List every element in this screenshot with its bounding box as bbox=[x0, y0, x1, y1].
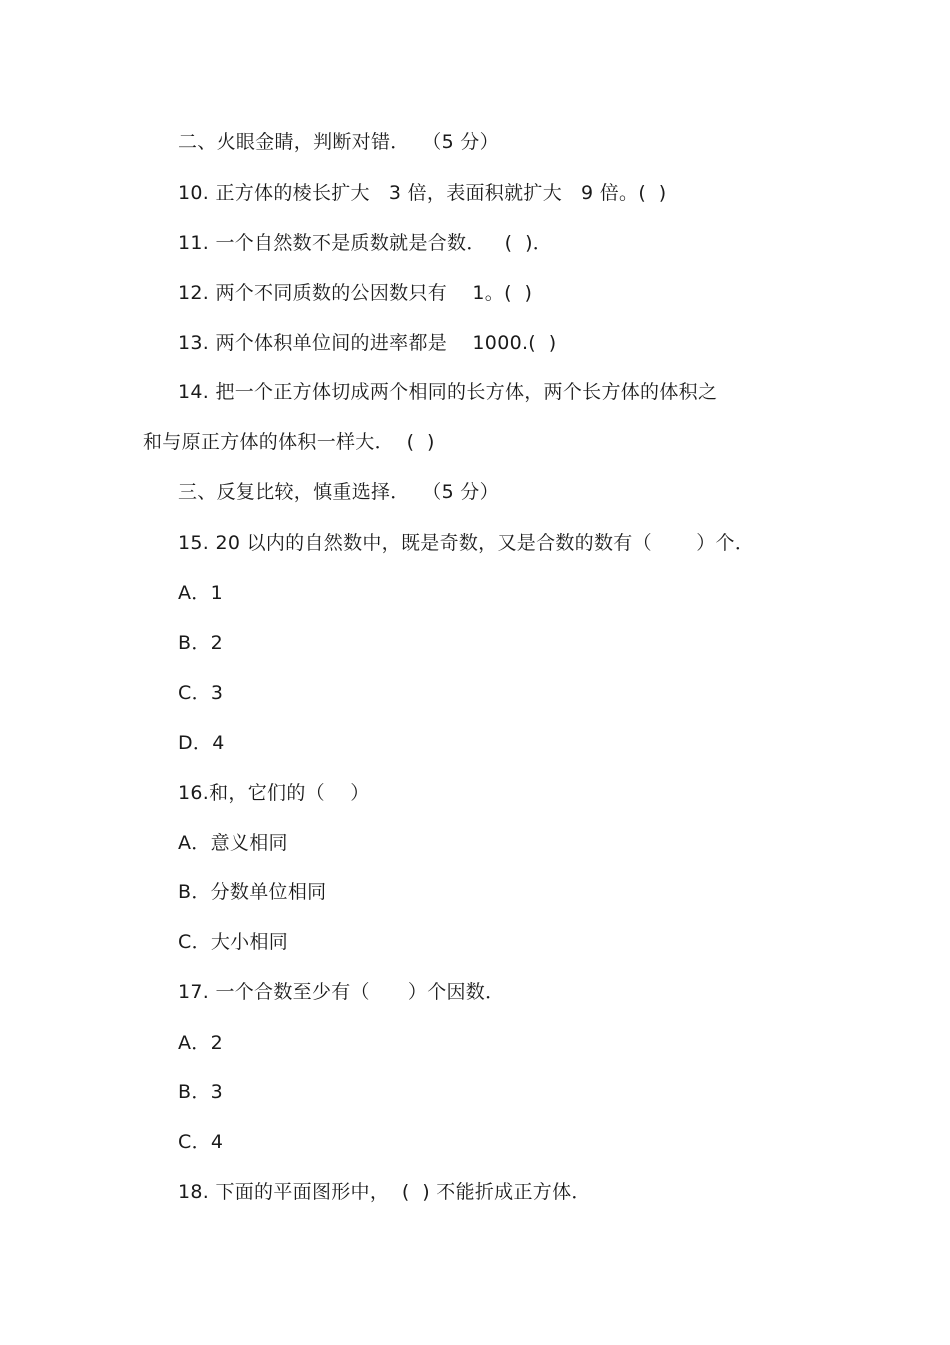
question-10: 10. 正方体的棱长扩大 3 倍，表面积就扩大 9 倍。( ) bbox=[178, 182, 667, 204]
question-16-option-c: C．大小相同 bbox=[178, 931, 289, 953]
question-17-option-c: C．4 bbox=[178, 1131, 224, 1153]
question-15-option-d: D．4 bbox=[178, 732, 225, 754]
question-18: 18. 下面的平面图形中， ( ) 不能折成正方体． bbox=[178, 1181, 591, 1203]
question-15-option-b: B．2 bbox=[178, 632, 224, 654]
question-17-option-b: B．3 bbox=[178, 1081, 224, 1103]
question-14-line-2: 和与原正方体的体积一样大． ( ) bbox=[143, 431, 435, 453]
section-2-heading: 二、火眼金睛，判断对错． （5 分） bbox=[178, 131, 499, 153]
question-17: 17. 一个合数至少有（ ）个因数． bbox=[178, 981, 505, 1003]
question-15: 15. 20 以内的自然数中，既是奇数，又是合数的数有（ ）个． bbox=[178, 532, 755, 554]
question-11: 11. 一个自然数不是质数就是合数． ( )． bbox=[178, 232, 553, 254]
question-15-option-a: A．1 bbox=[178, 582, 223, 604]
question-13: 13. 两个体积单位间的进率都是 1000.( ) bbox=[178, 332, 557, 354]
question-14-line-1: 14. 把一个正方体切成两个相同的长方体，两个长方体的体积之 bbox=[178, 381, 718, 403]
question-16-option-b: B．分数单位相同 bbox=[178, 881, 327, 903]
section-3-heading: 三、反复比较，慎重选择． （5 分） bbox=[178, 481, 499, 503]
question-15-option-c: C．3 bbox=[178, 682, 224, 704]
question-17-option-a: A．2 bbox=[178, 1032, 223, 1054]
question-12: 12. 两个不同质数的公因数只有 1。( ) bbox=[178, 282, 533, 304]
question-16: 16.和，它们的（ ） bbox=[178, 782, 370, 804]
question-16-option-a: A．意义相同 bbox=[178, 832, 288, 854]
